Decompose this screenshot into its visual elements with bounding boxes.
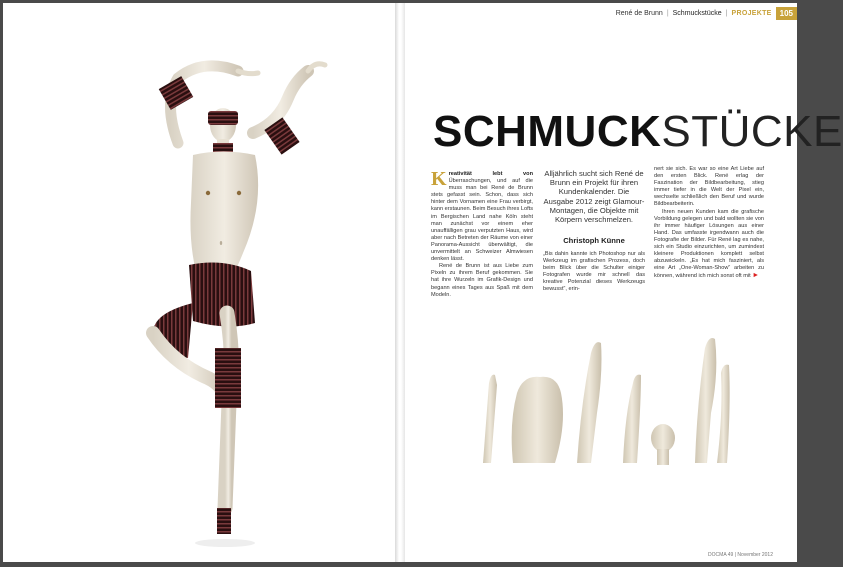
continue-arrow-icon: ► bbox=[752, 272, 760, 280]
drop-cap: K bbox=[431, 168, 447, 190]
article-title bbox=[433, 107, 843, 157]
header-author: René de Brunn bbox=[615, 10, 663, 17]
header-category: PROJEKTE bbox=[731, 10, 772, 17]
page-footer: DOCMA 49 | November 2012 bbox=[708, 552, 773, 558]
header-separator-2: | bbox=[725, 10, 728, 17]
dancer-figure-image bbox=[3, 3, 395, 562]
teaser-text: Alljährlich sucht sich René de Brunn ein Projekt für ihren Kundenkalender. Die Ausgabe 2012 zeigt Glamour-Montagen, die Objekte mit Körpern verschmelzen. bbox=[543, 169, 645, 225]
paragraph-5 bbox=[654, 209, 764, 281]
paragraph-3: „Bis dahin kannte ich Photoshop nur als Werkzeug im grafischen Prozess, doch beim Blick über die Schulter einiger Fotografen wurde mir schnell das kreative Potenzial dieses Werkzeugs bewusst“, erin- bbox=[543, 251, 645, 293]
header-section: Schmuckstücke bbox=[672, 10, 722, 17]
header-separator: | bbox=[666, 10, 669, 17]
page-number-badge: 105 bbox=[776, 7, 797, 20]
paragraph-4: nert sie sich. Es war so eine Art Liebe auf den ersten Blick. René erlag der Faszination der Bildbearbeitung, stieg immer tiefer in die Welt der Pixel ein, wechselte schließlich den Beruf und wurde Bildbearbeiterin. bbox=[654, 166, 764, 208]
paragraph-2: René de Brunn ist aus Liebe zum Pixeln zu ihrem Beruf gekommen. Sie hat ihre Wurzeln im Grafik-Design und begann eines Tages aus Spaß mit dem Modeln. bbox=[431, 263, 533, 298]
magazine-spread bbox=[3, 3, 843, 562]
body-parts-image bbox=[405, 313, 797, 503]
intro-body: Überraschungen, und auf die muss man bei René de Brunn stets gefasst sein. Schon, dass sich hinter dem Vornamen eine Frau verbirgt, kann erstaunen. Beim Besuch ihres Lofts im Bergischen Land nahe Köln steht man zunächst vor einem eher unauffälligen grau verputzten Haus, wird aber nach Betreten der Räume von einer Panorama-Aussicht überwältigt, die unvermittelt an Schweizer Almwiesen denken lässt. bbox=[431, 178, 533, 263]
article-column-2 bbox=[543, 251, 645, 294]
page-gutter bbox=[395, 3, 405, 562]
intro-lead: reativität lebt von bbox=[448, 171, 533, 177]
title-light: STÜCKE bbox=[661, 107, 843, 156]
intro-paragraph bbox=[431, 168, 533, 263]
article-column-3 bbox=[654, 166, 764, 281]
title-bold: SCHMUCK bbox=[433, 107, 662, 156]
running-header bbox=[616, 7, 797, 20]
right-page bbox=[405, 3, 843, 562]
article-column-1 bbox=[431, 168, 533, 299]
paragraph-5-text: Ihren neuen Kunden kam die grafische Vorbildung gelegen und bald wollten sie von ihr immer häufiger Lösungen aus einer Hand. Das umfasste irgendwann auch die Fotografie der Bilder. Für René lag es nahe, sich ein Studio einzurichten, um zumindest kleinere Produktionen komplett selbst abzuwickeln. „Es hat mich fasziniert, als eine Art „One-Woman-Show“ arbeiten zu können, während ich mich sonst oft mit bbox=[654, 208, 764, 280]
left-page-photo bbox=[3, 3, 395, 562]
teaser-author: Christoph Künne bbox=[563, 236, 625, 245]
